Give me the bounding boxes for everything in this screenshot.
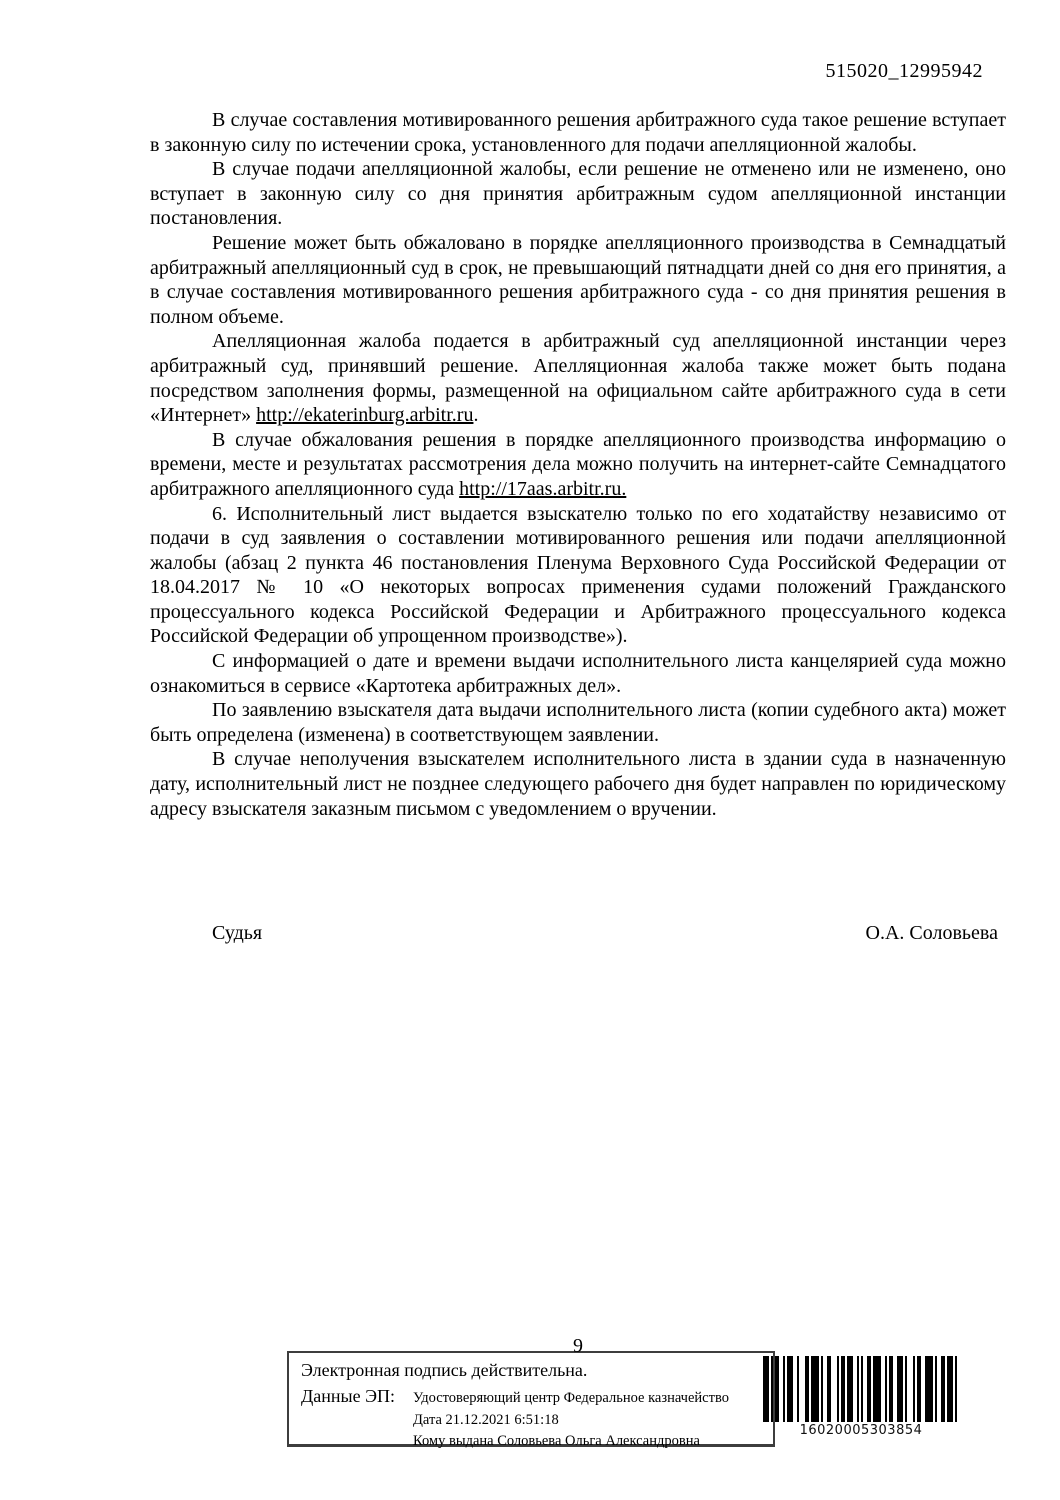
- paragraph-text: 6. Исполнительный лист выдается взыскателю только по его ходатайству независимо от подачи в суд заявления о составлении мотивированного решения или подачи апелляционной жалобы (абзац 2 пункта 46 постановления Пленума Верховного Суда Российской Федерации от 18.04.2017 № 10 «О некоторых вопросах применения судами положений Гражданского процессуального кодекса Российской Федерации и Арбитражного процессуального кодекса Российской Федерации об упрощенном производстве»).: [150, 502, 1006, 648]
- paragraph: [150, 157, 1006, 231]
- paragraph: [150, 747, 1006, 821]
- stamp-certifying-center: Удостоверяющий центр Федеральное казначейство: [413, 1390, 729, 1406]
- stamp-details: [413, 1386, 729, 1453]
- barcode: [763, 1356, 959, 1438]
- paragraph: [150, 231, 1006, 329]
- paragraph-text: В случае составления мотивированного решения арбитражного суда такое решение вступает в законную силу по истечении срока, установленного для подачи апелляционной жалобы.: [150, 109, 1006, 156]
- paragraph: [150, 428, 1006, 502]
- paragraph: [150, 649, 1006, 698]
- stamp-issued-to: Кому выдана Соловьева Ольга Александровна: [413, 1433, 700, 1449]
- paragraph: [150, 698, 1006, 747]
- paragraph: [150, 329, 1006, 427]
- electronic-signature-stamp: [287, 1351, 775, 1447]
- paragraph-text: .: [473, 404, 479, 427]
- signature-row: [150, 922, 1006, 945]
- barcode-icon: [763, 1356, 959, 1422]
- document-number: 515020_12995942: [825, 60, 983, 82]
- stamp-data-label: Данные ЭП:: [301, 1386, 395, 1406]
- paragraph-text: В случае неполучения взыскателем исполнительного листа в здании суда в назначенную дату, исполнительный лист не позднее следующего рабочего дня будет направлен по юридическому адресу взыскателя заказным письмом с уведомлением о вручении.: [150, 748, 1006, 820]
- judge-label: Судья: [212, 922, 263, 944]
- judge-name: О.А. Соловьева: [865, 922, 998, 944]
- link-17aas-arbitr[interactable]: http://17aas.arbitr.ru.: [459, 477, 627, 500]
- paragraph-text: С информацией о дате и времени выдачи исполнительного листа канцелярией суда можно ознакомиться в сервисе «Картотека арбитражных дел».: [150, 650, 1006, 697]
- barcode-number: 16020005303854: [799, 1423, 923, 1438]
- paragraph: [150, 502, 1006, 650]
- document-body: [150, 108, 1006, 821]
- stamp-validity-text: Электронная подпись действительна.: [301, 1360, 588, 1380]
- paragraph-text: По заявлению взыскателя дата выдачи исполнительного листа (копии судебного акта) может быть определена (изменена) в соответствующем заявлении.: [150, 699, 1006, 746]
- paragraph: [150, 108, 1006, 157]
- page-number: 9: [573, 1335, 583, 1357]
- stamp-date: Дата 21.12.2021 6:51:18: [413, 1411, 559, 1428]
- paragraph-text: В случае обжалования решения в порядке апелляционного производства информацию о времени, месте и результатах рассмотрения дела можно получить на интернет-сайте Семнадцатого арбитражного апелляционного суда: [150, 428, 1006, 500]
- link-ekaterinburg-arbitr[interactable]: http://ekaterinburg.arbitr.ru: [256, 404, 474, 427]
- paragraph-text: В случае подачи апелляционной жалобы, если решение не отменено или не изменено, оно вступает в законную силу со дня принятия арбитражным судом апелляционной инстанции постановления.: [150, 158, 1006, 230]
- paragraph-text: Апелляционная жалоба подается в арбитражный суд апелляционной инстанции через арбитражный суд, принявший решение. Апелляционная жалоба также может быть подана посредством заполнения формы, размещенной на официальном сайте арбитражного суда в сети «Интернет»: [150, 330, 1006, 427]
- paragraph-text: Решение может быть обжаловано в порядке апелляционного производства в Семнадцатый арбитражный апелляционный суд в срок, не превышающий пятнадцати дней со дня его принятия, а в случае составления мотивированного решения арбитражного суда - со дня принятия решения в полном объеме.: [150, 231, 1006, 328]
